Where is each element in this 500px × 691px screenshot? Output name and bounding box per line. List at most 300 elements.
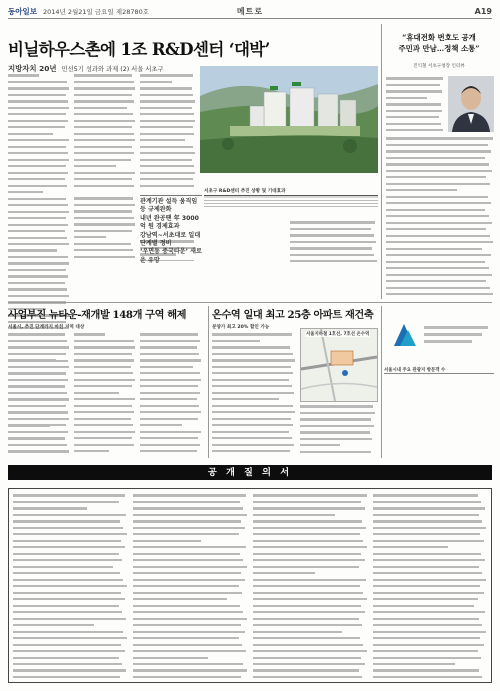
main-story-col-2: [74, 73, 136, 191]
text-line: [253, 514, 368, 519]
text-line: [253, 644, 368, 649]
text-line: [74, 398, 136, 403]
text-line: [8, 431, 70, 436]
text-line: [373, 605, 487, 610]
text-line: [373, 669, 487, 674]
text-line: [300, 405, 376, 410]
text-line: [253, 579, 368, 584]
text-line: [133, 676, 248, 679]
story2-col-1: [8, 332, 70, 457]
text-line: [253, 637, 368, 642]
text-line: [140, 372, 202, 377]
text-line: [133, 592, 248, 597]
text-line: [300, 444, 376, 449]
text-line: [74, 126, 136, 131]
text-line: [74, 243, 136, 248]
text-line: [140, 126, 196, 131]
side-divider: [381, 306, 382, 458]
interview-col-2: [386, 136, 494, 296]
text-line: [8, 275, 70, 280]
data-table: [204, 195, 378, 207]
text-line: [386, 110, 444, 115]
text-line: [13, 501, 128, 506]
text-line: [300, 425, 376, 430]
text-line: [140, 87, 196, 92]
text-line: [74, 113, 136, 118]
text-line: [253, 527, 368, 532]
text-line: [13, 669, 128, 674]
person-icon: [448, 76, 494, 132]
text-line: [8, 178, 70, 183]
text-line: [140, 81, 196, 86]
text-line: [133, 520, 248, 525]
text-line: [74, 178, 136, 183]
text-line: [386, 97, 444, 102]
text-line: [386, 267, 494, 272]
text-line: [74, 236, 136, 241]
text-line: [140, 431, 202, 436]
text-line: [140, 379, 202, 384]
text-line: [212, 418, 296, 423]
text-line: [8, 204, 70, 209]
pull-quote-line: 내년 완공땐 年 3000억 원 경제효과: [140, 214, 199, 231]
text-line: [74, 81, 136, 86]
text-line: [373, 559, 487, 564]
text-line: [212, 359, 296, 364]
masthead: [8, 4, 492, 19]
text-line: [373, 540, 487, 545]
text-line: [8, 340, 70, 345]
text-line: [212, 340, 296, 345]
text-line: [74, 133, 136, 138]
text-line: [74, 107, 136, 112]
text-line: [13, 624, 128, 629]
text-line: [290, 260, 378, 262]
text-line: [13, 605, 128, 610]
text-line: [212, 385, 296, 390]
text-line: [373, 566, 487, 571]
section-divider: [8, 302, 492, 303]
text-line: [8, 113, 70, 118]
text-line: [386, 293, 494, 296]
interview-title-line: 주민과 만남…정책 소통”: [398, 44, 480, 53]
text-line: [373, 650, 487, 655]
story3-col-2: [300, 404, 376, 457]
text-line: [74, 405, 136, 410]
text-line: [13, 546, 128, 551]
text-line: [373, 546, 487, 551]
text-line: [373, 598, 487, 603]
notice-col-4: [373, 493, 487, 679]
text-line: [13, 572, 128, 577]
text-line: [290, 247, 378, 252]
text-line: [386, 202, 494, 207]
text-line: [8, 107, 70, 112]
text-line: [212, 379, 296, 384]
text-line: [8, 411, 70, 416]
text-line: [8, 120, 70, 125]
story2-col-2: [74, 332, 136, 457]
series-subtitle: 민선5기 성과와 과제 (2) 서울 서초구: [61, 66, 164, 73]
text-line: [300, 451, 376, 456]
text-line: [253, 598, 368, 603]
text-line: [133, 644, 248, 649]
text-line: [8, 346, 70, 351]
text-line: [140, 340, 202, 345]
text-line: [8, 198, 70, 203]
text-line: [290, 228, 378, 233]
text-line: [74, 359, 136, 364]
text-line: [253, 501, 368, 506]
text-line: [140, 444, 202, 449]
text-line: [386, 287, 494, 292]
text-line: [8, 191, 70, 196]
text-line: [8, 172, 70, 177]
pull-quote: [140, 195, 202, 265]
notice-body: [8, 488, 492, 683]
text-line: [74, 210, 136, 215]
text-line: [386, 274, 494, 279]
text-line: [8, 152, 70, 157]
text-line: [8, 94, 70, 99]
text-line: [373, 514, 487, 519]
text-line: [74, 372, 136, 377]
text-line: [8, 385, 70, 390]
text-line: [74, 379, 136, 384]
text-line: [8, 211, 70, 216]
text-line: [140, 405, 202, 410]
text-line: [74, 340, 136, 345]
newspaper-logo: 동아일보: [8, 6, 37, 16]
text-line: [8, 372, 70, 377]
text-line: [13, 579, 128, 584]
text-line: [290, 254, 378, 259]
text-line: [386, 116, 444, 121]
text-line: [253, 592, 368, 597]
text-line: [8, 405, 70, 410]
interview-byline: 진익철 서초구청장 인터뷰: [413, 64, 465, 69]
text-line: [373, 507, 487, 512]
story2-subhead: 서울시, 추진 단계까지 마친 지역 대상: [8, 325, 85, 330]
text-line: [386, 209, 494, 214]
building-rendering: [200, 66, 378, 173]
text-line: [8, 424, 70, 429]
main-story-col-3: [140, 73, 196, 191]
story3-col-1: [212, 332, 296, 457]
text-line: [386, 157, 494, 162]
news-photo: [200, 66, 378, 173]
text-line: [8, 159, 70, 164]
location-map: [300, 328, 378, 402]
text-line: [133, 631, 248, 636]
text-line: [74, 333, 136, 338]
text-line: [74, 197, 136, 202]
text-line: [8, 100, 70, 105]
text-line: [13, 514, 128, 519]
text-line: [386, 144, 494, 149]
text-line: [253, 585, 368, 590]
map-label: 서울지하철 1호선, 7호선 온수역: [306, 332, 370, 337]
text-line: [386, 189, 494, 194]
text-line: [13, 566, 128, 571]
text-line: [74, 87, 136, 92]
story-divider: [208, 306, 209, 458]
text-line: [74, 431, 136, 436]
text-line: [133, 572, 248, 577]
text-line: [212, 372, 296, 377]
text-line: [8, 133, 70, 138]
text-line: [133, 585, 248, 590]
text-line: [133, 637, 248, 642]
text-line: [373, 644, 487, 649]
notice-title: 공 개 질 의 서: [8, 465, 492, 480]
text-line: [386, 170, 494, 175]
text-line: [140, 107, 196, 112]
text-line: [140, 120, 196, 125]
text-line: [386, 129, 444, 132]
text-line: [8, 269, 70, 274]
text-line: [133, 533, 248, 538]
text-line: [13, 527, 128, 532]
section-name: 메트로: [236, 6, 264, 16]
text-line: [13, 657, 128, 662]
text-line: [140, 100, 196, 105]
text-line: [74, 185, 136, 190]
text-line: [133, 663, 248, 668]
text-line: [8, 243, 70, 248]
text-line: [133, 527, 248, 532]
text-line: [386, 241, 494, 246]
text-line: [13, 494, 128, 499]
text-line: [140, 424, 202, 429]
text-line: [74, 94, 136, 99]
text-line: [253, 605, 368, 610]
text-line: [133, 650, 248, 655]
text-line: [373, 611, 487, 616]
text-line: [253, 650, 368, 655]
text-line: [140, 333, 202, 338]
text-line: [253, 611, 368, 616]
text-line: [253, 559, 368, 564]
text-line: [140, 346, 202, 351]
text-line: [300, 418, 376, 423]
text-line: [140, 152, 196, 157]
text-line: [8, 359, 70, 364]
text-line: [133, 566, 248, 571]
text-line: [253, 618, 368, 623]
text-line: [74, 172, 136, 177]
text-line: [140, 437, 202, 442]
text-line: [253, 494, 368, 499]
text-line: [290, 241, 378, 246]
text-line: [373, 663, 487, 668]
issue-date: 2014년 2월21일 금요일 제28780호: [42, 7, 150, 16]
text-line: [386, 103, 444, 108]
text-line: [74, 249, 136, 254]
text-line: [373, 553, 487, 558]
text-line: [140, 146, 196, 151]
text-line: [133, 579, 248, 584]
text-line: [133, 657, 248, 662]
text-line: [212, 333, 296, 338]
text-line: [74, 230, 136, 235]
text-line: [74, 217, 136, 222]
text-line: [13, 559, 128, 564]
text-line: [8, 418, 70, 423]
text-line: [373, 637, 487, 642]
text-line: [140, 385, 202, 390]
text-line: [253, 520, 368, 525]
text-line: [253, 546, 368, 551]
text-line: [133, 507, 248, 512]
map-graphic: [301, 329, 377, 401]
text-line: [133, 494, 248, 499]
text-line: [253, 663, 368, 668]
ad-logo: [386, 312, 494, 360]
text-line: [74, 256, 136, 260]
pull-quote-line: ‘우면동 중국타운’ 새로운 유망: [140, 248, 202, 264]
text-line: [8, 295, 70, 300]
portrait-photo: [448, 76, 494, 132]
text-line: [386, 254, 494, 259]
text-line: [386, 183, 494, 188]
text-line: [253, 657, 368, 662]
text-line: [74, 152, 136, 157]
text-line: [8, 262, 70, 267]
text-line: [74, 366, 136, 371]
text-line: [8, 398, 70, 403]
text-line: [13, 592, 128, 597]
text-line: [253, 624, 368, 629]
text-line: [386, 176, 494, 181]
text-line: [300, 412, 376, 417]
pull-quote-line: 관계기관 설득 움직임 등 규제완화: [140, 198, 198, 214]
text-line: [13, 533, 128, 538]
text-line: [140, 172, 196, 177]
interview-col-1: [386, 76, 444, 132]
text-line: [212, 444, 296, 449]
text-line: [74, 450, 136, 455]
text-line: [8, 217, 70, 222]
text-line: [74, 120, 136, 125]
text-line: [373, 618, 487, 623]
text-line: [212, 424, 296, 429]
text-line: [140, 392, 202, 397]
text-line: [373, 657, 487, 662]
text-line: [386, 222, 494, 227]
text-line: [74, 100, 136, 105]
text-line: [140, 411, 202, 416]
text-line: [212, 346, 296, 351]
text-line: [386, 261, 494, 266]
text-line: [74, 385, 136, 390]
column-divider: [381, 24, 382, 299]
text-line: [133, 540, 248, 545]
text-line: [140, 398, 202, 403]
text-line: [373, 676, 487, 679]
text-line: [74, 139, 136, 144]
text-line: [373, 585, 487, 590]
text-line: [8, 282, 70, 287]
stats-sidebox: [384, 368, 494, 376]
story3-headline: 온수역 일대 최고 25층 아파트 재건축: [212, 309, 374, 321]
text-line: [74, 353, 136, 358]
text-line: [386, 84, 444, 89]
text-line: [212, 411, 296, 416]
brand-logo-icon: [386, 312, 494, 360]
text-line: [140, 74, 196, 79]
text-line: [8, 165, 70, 170]
text-line: [373, 572, 487, 577]
interview-title-line: “휴대전화 번호도 공개: [402, 33, 476, 42]
text-line: [386, 280, 494, 285]
series-title: 지방자치 20년: [8, 64, 57, 73]
text-line: [8, 87, 70, 92]
text-line: [290, 234, 378, 239]
text-line: [13, 663, 128, 668]
story2-col-3: [140, 332, 202, 457]
text-line: [290, 221, 378, 226]
text-line: [373, 579, 487, 584]
text-line: [386, 150, 494, 155]
notice-col-1: [13, 493, 128, 679]
text-line: [74, 418, 136, 423]
text-line: [140, 450, 202, 455]
text-line: [253, 566, 368, 571]
text-line: [253, 676, 368, 679]
text-line: [8, 126, 70, 131]
text-line: [8, 444, 70, 449]
text-line: [253, 631, 368, 636]
text-line: [373, 527, 487, 532]
text-line: [13, 631, 128, 636]
text-line: [386, 123, 444, 128]
text-line: [133, 559, 248, 564]
main-story-col-4: [74, 196, 136, 260]
text-line: [386, 196, 494, 201]
text-line: [212, 405, 296, 410]
text-line: [140, 159, 196, 164]
text-line: [8, 288, 70, 293]
notice-col-2: [133, 493, 248, 679]
text-line: [8, 185, 70, 190]
text-line: [8, 81, 70, 86]
text-line: [8, 230, 70, 235]
notice-col-3: [253, 493, 368, 679]
page-number: A19: [474, 6, 492, 16]
text-line: [74, 165, 136, 170]
text-line: [8, 450, 70, 455]
text-line: [74, 424, 136, 429]
text-line: [13, 507, 128, 512]
text-line: [386, 215, 494, 220]
text-line: [8, 146, 70, 151]
main-headline: 비닐하우스촌에 1조 R&D센터 ‘대박’: [8, 40, 270, 59]
text-line: [13, 585, 128, 590]
text-line: [133, 624, 248, 629]
text-line: [74, 223, 136, 228]
text-line: [8, 237, 70, 242]
text-line: [13, 676, 128, 679]
text-line: [253, 553, 368, 558]
text-line: [133, 546, 248, 551]
text-line: [373, 494, 487, 499]
text-line: [212, 366, 296, 371]
text-line: [13, 553, 128, 558]
text-line: [253, 533, 368, 538]
text-line: [300, 438, 376, 443]
text-line: [74, 74, 136, 79]
